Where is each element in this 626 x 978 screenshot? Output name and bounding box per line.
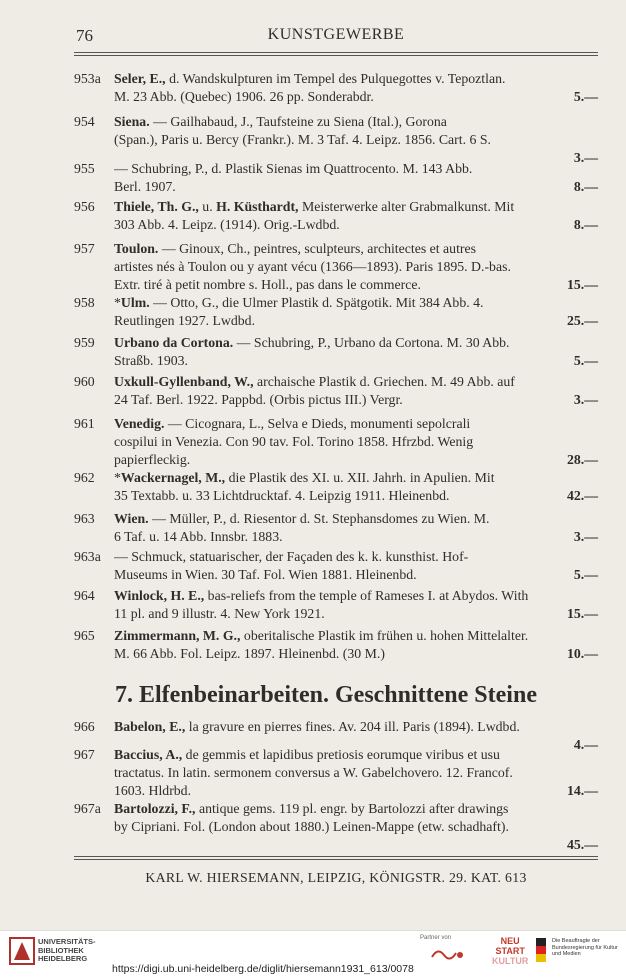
catalog-entry bbox=[74, 240, 598, 294]
entry-number: 967 bbox=[74, 747, 95, 762]
catalog-entry bbox=[74, 469, 598, 505]
entry-price: 28.— bbox=[566, 452, 598, 467]
entry-text: *Wackernagel, M., die Plastik des XI. u. XII. Jahrh. in Apulien. Mit 35 Textabb. u. 33 Lichtdrucktaf. 4. Leipzig 1911. Hleinenbd. 42.— bbox=[114, 470, 598, 503]
entry-number: 961 bbox=[74, 416, 95, 431]
entry-number: 960 bbox=[74, 374, 95, 389]
entry-text: Venedig. — Cicognara, L., Selva e Dieds, monumenti sepolcrali cospilui in Venezia. Con 90 tav. Fol. Torino 1858. Hfrzbd. Wenig papierfleckig. 28.— bbox=[114, 416, 598, 467]
entry-price: 14.— bbox=[566, 783, 598, 798]
permalink-url[interactable]: https://digi.ub.uni-heidelberg.de/diglit/hiersemann1931_613/0078 bbox=[112, 963, 414, 975]
entry-price: 42.— bbox=[566, 488, 598, 503]
entry-price: 8.— bbox=[573, 179, 598, 194]
entry-number: 954 bbox=[74, 114, 95, 129]
catalog-entry bbox=[74, 415, 598, 469]
entry-number: 962 bbox=[74, 470, 95, 485]
entry-number: 966 bbox=[74, 719, 95, 734]
entry-number: 953a bbox=[74, 71, 101, 86]
entry-price: 3.— bbox=[573, 392, 598, 407]
catalog-entry bbox=[74, 70, 598, 106]
running-title: KUNSTGEWERBE bbox=[267, 26, 405, 43]
page-number: 76 bbox=[76, 26, 93, 45]
entry-text: Urbano da Cortona. — Schubring, P., Urbano da Cortona. M. 30 Abb. Straßb. 1903. 5.— bbox=[114, 335, 598, 368]
catalog-entry bbox=[74, 373, 598, 409]
entry-number: 963a bbox=[74, 549, 101, 564]
header-rule-double bbox=[74, 55, 598, 56]
catalog-entry bbox=[74, 160, 598, 196]
entry-number: 955 bbox=[74, 161, 95, 176]
entry-text: Baccius, A., de gemmis et lapidibus pretiosis eorumque viribus et usu tractatus. In latin. sermonem conversus a W. Gabelchovero. 12. Francof. 1603. Hldrbd. 14.— bbox=[114, 747, 598, 798]
entry-price: 15.— bbox=[566, 606, 598, 621]
section-heading: 7. Elfenbeinarbeiten. Geschnittene Steine bbox=[115, 682, 537, 708]
entry-price: 3.— bbox=[573, 529, 598, 544]
entry-number: 959 bbox=[74, 335, 95, 350]
partner-logo-icon[interactable] bbox=[430, 945, 466, 963]
entry-price: 4.— bbox=[573, 737, 598, 752]
entry-text: — Schmuck, statuarischer, der Façaden des k. k. kunsthist. Hof- Museums in Wien. 30 Taf. Fol. Wien 1881. Hleinenbd. 5.— bbox=[114, 549, 598, 582]
footer-rule bbox=[74, 856, 598, 857]
catalog-entry bbox=[74, 510, 598, 546]
entry-text: *Ulm. — Otto, G., die Ulmer Plastik d. Spätgotik. Mit 384 Abb. 4. Reutlingen 1927. Lwdbd. 25.— bbox=[114, 295, 598, 328]
entry-text: Zimmermann, M. G., oberitalische Plastik im frühen u. hohen Mittelalter. M. 66 Abb. Fol. Leipz. 1897. Hleinenbd. (30 M.) 10.— bbox=[114, 628, 598, 661]
publisher-footer: KARL W. HIERSEMANN, LEIPZIG, KÖNIGSTR. 29. KAT. 613 bbox=[145, 870, 527, 885]
entry-price: 25.— bbox=[566, 313, 598, 328]
catalog-entry bbox=[74, 294, 598, 330]
entry-number: 964 bbox=[74, 588, 95, 603]
partner-label: Partner von bbox=[420, 935, 452, 941]
entry-price: 5.— bbox=[573, 567, 598, 582]
university-library-logo-text[interactable]: UNIVERSITÄTS- BIBLIOTHEK HEIDELBERG bbox=[38, 937, 96, 963]
entry-price: 15.— bbox=[566, 277, 598, 292]
catalog-entry bbox=[74, 587, 598, 623]
entry-text: — Schubring, P., d. Plastik Sienas im Quattrocento. M. 143 Abb. Berl. 1907. 8.— bbox=[114, 161, 598, 194]
entry-text: Wien. — Müller, P., d. Riesentor d. St. Stephansdomes zu Wien. M. 6 Taf. u. 14 Abb. Innsbr. 1883. 3.— bbox=[114, 511, 598, 544]
entry-number: 956 bbox=[74, 199, 95, 214]
entry-price: 5.— bbox=[573, 353, 598, 368]
header-rule bbox=[74, 52, 598, 53]
neustart-kultur-logo[interactable]: NEU START KULTUR bbox=[492, 936, 529, 966]
entry-price: 45.— bbox=[566, 837, 598, 852]
german-flag-icon bbox=[536, 938, 546, 962]
footer-rule-double bbox=[74, 859, 598, 860]
entry-text: Toulon. — Ginoux, Ch., peintres, sculpteurs, architectes et autres artistes nés à Toulon ou y ayant vécu (1366—1893). Paris 1895. D.-bas. Extr. tiré à petit nombre s. Holl., pas dans le commerce. 15.— bbox=[114, 241, 598, 292]
entry-number: 963 bbox=[74, 511, 95, 526]
catalog-entry bbox=[74, 334, 598, 370]
entry-text: Seler, E., d. Wandskulpturen im Tempel des Pulquegottes v. Tepoztlan. M. 23 Abb. (Quebec) 1906. 26 pp. Sonderabdr. 5.— bbox=[114, 71, 598, 104]
entry-number: 958 bbox=[74, 295, 95, 310]
entry-text: Bartolozzi, F., antique gems. 119 pl. engr. by Bartolozzi after drawings by Cipriani. Fol. (London about 1880.) Leinen-Mappe (etw. schadhaft). 45.— bbox=[114, 801, 598, 852]
entry-number: 957 bbox=[74, 241, 95, 256]
catalog-entry bbox=[74, 113, 598, 167]
catalog-entry bbox=[74, 746, 598, 800]
university-seal-icon[interactable] bbox=[8, 936, 36, 966]
entry-text: Siena. — Gailhabaud, J., Taufsteine zu Siena (Ital.), Gorona (Span.), Paris u. Bercy (Frankr.). M. 3 Taf. 4. Leipz. 1856. Cart. 6 S. 3.— bbox=[114, 114, 598, 165]
catalog-entry bbox=[74, 800, 598, 854]
entry-text: Babelon, E., la gravure en pierres fines. Av. 204 ill. Paris (1894). Lwdbd. 4.— bbox=[114, 719, 598, 752]
entry-number: 967a bbox=[74, 801, 101, 816]
entry-text: Winlock, H. E., bas-reliefs from the temple of Rameses I. at Abydos. With 11 pl. and 9 illustr. 4. New York 1921. 15.— bbox=[114, 588, 598, 621]
entry-text: Uxkull-Gyllenband, W., archaische Plastik d. Griechen. M. 49 Abb. auf 24 Taf. Berl. 1922. Pappbd. (Orbis pictus III.) Vergr. 3.— bbox=[114, 374, 598, 407]
entry-price: 5.— bbox=[573, 89, 598, 104]
entry-price: 8.— bbox=[573, 217, 598, 232]
catalog-entry bbox=[74, 548, 598, 584]
catalog-entry bbox=[74, 198, 598, 234]
catalog-entry bbox=[74, 627, 598, 663]
bkm-sponsor-text: Die Beauftragte der Bundesregierung für Kultur und Medien bbox=[552, 938, 618, 957]
entry-price: 10.— bbox=[566, 646, 598, 661]
entry-price: 3.— bbox=[573, 150, 598, 165]
entry-text: Thiele, Th. G., u. H. Küsthardt, Meisterwerke alter Grabmalkunst. Mit 303 Abb. 4. Leipz. (1914). Orig.-Lwdbd. 8.— bbox=[114, 199, 598, 232]
page-header bbox=[76, 26, 596, 48]
entry-number: 965 bbox=[74, 628, 95, 643]
